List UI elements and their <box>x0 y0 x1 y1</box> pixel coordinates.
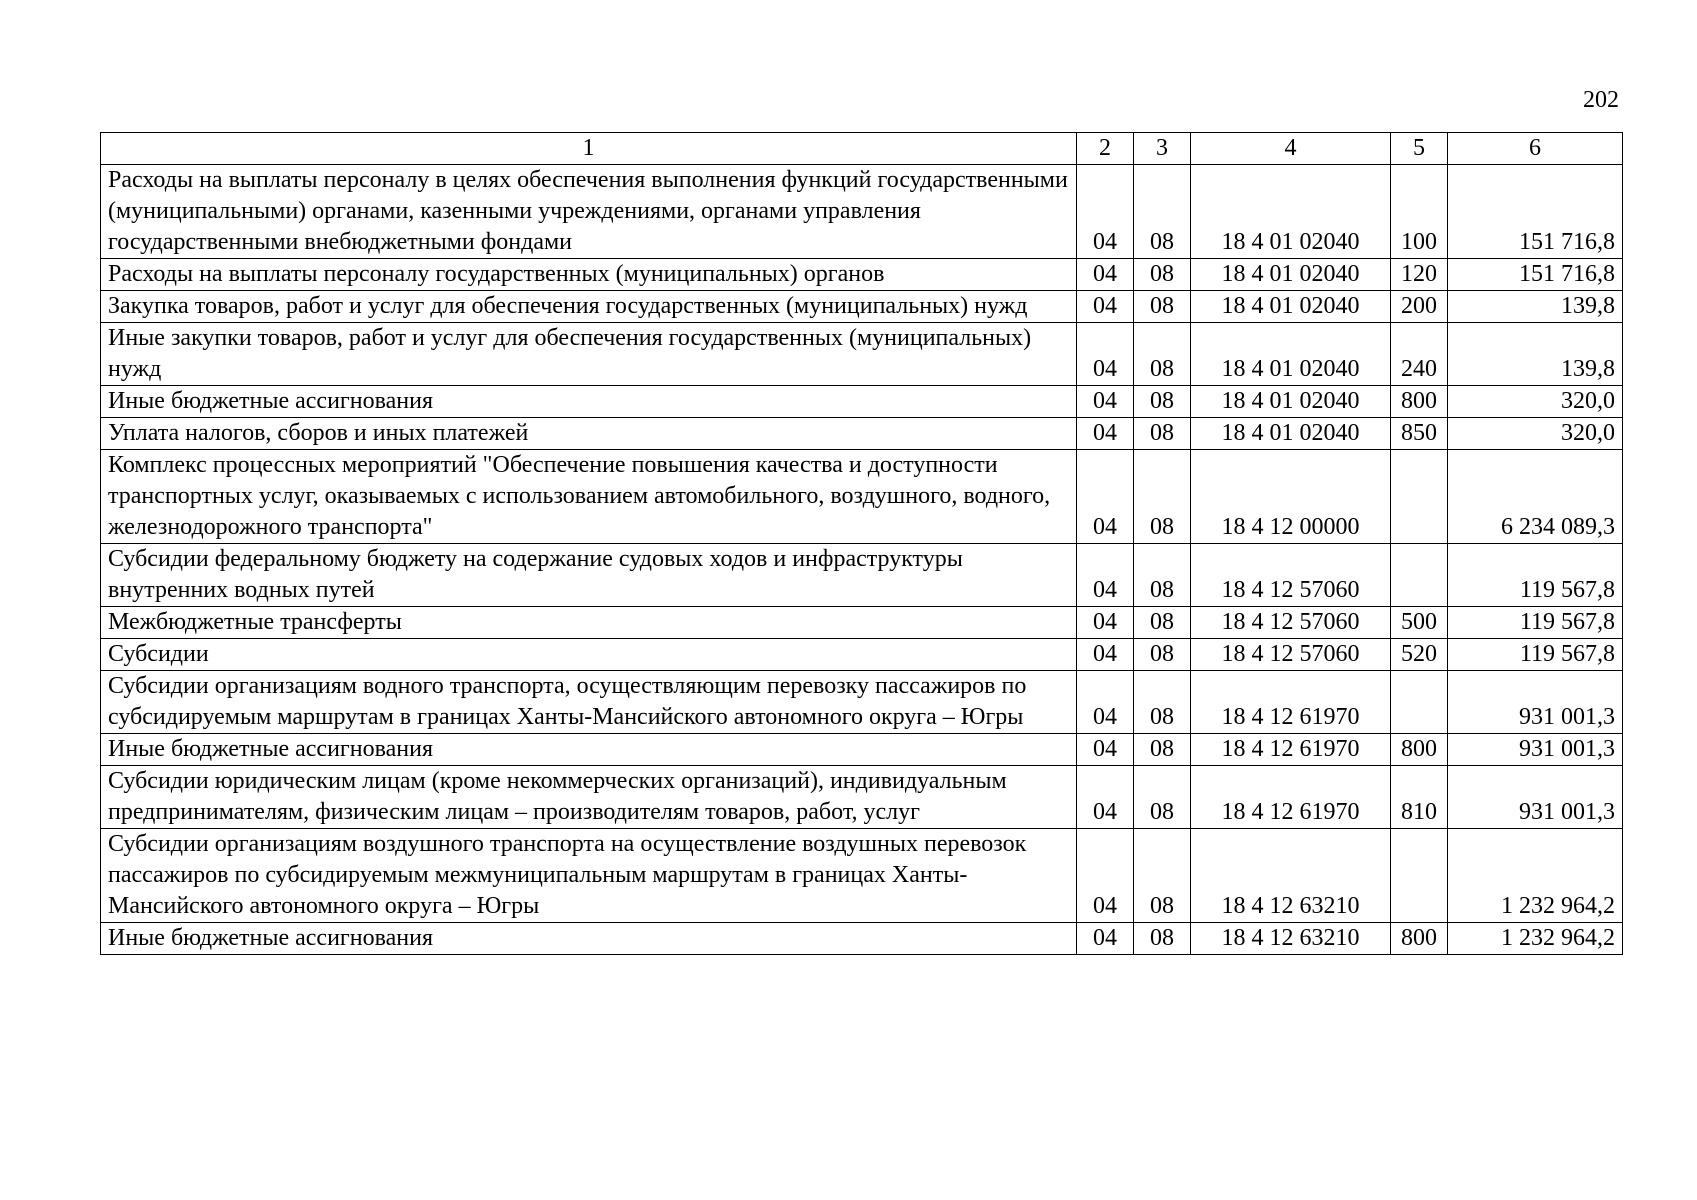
row-amount: 1 232 964,2 <box>1448 923 1623 955</box>
row-subsection-code: 08 <box>1134 418 1191 450</box>
table-row <box>101 766 1623 829</box>
row-amount: 139,8 <box>1448 291 1623 323</box>
row-section-code: 04 <box>1077 323 1134 386</box>
row-section-code: 04 <box>1077 607 1134 639</box>
header-col-3: 3 <box>1134 133 1191 165</box>
row-description: Межбюджетные трансферты <box>101 607 1077 639</box>
row-target-article: 18 4 01 02040 <box>1191 259 1391 291</box>
row-amount: 320,0 <box>1448 386 1623 418</box>
row-expense-type <box>1391 829 1448 923</box>
header-col-1: 1 <box>101 133 1077 165</box>
row-amount: 320,0 <box>1448 418 1623 450</box>
row-subsection-code: 08 <box>1134 829 1191 923</box>
row-amount: 119 567,8 <box>1448 639 1623 671</box>
table-body <box>101 165 1623 955</box>
row-subsection-code: 08 <box>1134 607 1191 639</box>
row-amount: 931 001,3 <box>1448 734 1623 766</box>
row-description: Субсидии федеральному бюджету на содержание судовых ходов и инфраструктуры внутренних водных путей <box>101 544 1077 607</box>
row-target-article: 18 4 01 02040 <box>1191 291 1391 323</box>
row-section-code: 04 <box>1077 639 1134 671</box>
row-description: Уплата налогов, сборов и иных платежей <box>101 418 1077 450</box>
header-col-4: 4 <box>1191 133 1391 165</box>
row-expense-type: 800 <box>1391 923 1448 955</box>
row-subsection-code: 08 <box>1134 766 1191 829</box>
page-number: 202 <box>1583 87 1619 113</box>
row-description: Субсидии организациям водного транспорта, осуществляющим перевозку пассажиров по субсидируемым маршрутам в границах Ханты-Мансийского автономного округа – Югры <box>101 671 1077 734</box>
table-row <box>101 544 1623 607</box>
row-section-code: 04 <box>1077 291 1134 323</box>
row-target-article: 18 4 01 02040 <box>1191 165 1391 259</box>
table-row <box>101 259 1623 291</box>
row-description: Иные закупки товаров, работ и услуг для обеспечения государственных (муниципальных) нужд <box>101 323 1077 386</box>
row-target-article: 18 4 12 61970 <box>1191 766 1391 829</box>
row-target-article: 18 4 12 63210 <box>1191 923 1391 955</box>
row-target-article: 18 4 12 61970 <box>1191 671 1391 734</box>
row-description: Комплекс процессных мероприятий "Обеспечение повышения качества и доступности транспортных услуг, оказываемых с использованием автомобильного, воздушного, водного, железнодорожного транспорта" <box>101 450 1077 544</box>
row-subsection-code: 08 <box>1134 923 1191 955</box>
row-target-article: 18 4 01 02040 <box>1191 323 1391 386</box>
row-expense-type <box>1391 450 1448 544</box>
row-expense-type <box>1391 544 1448 607</box>
row-amount: 139,8 <box>1448 323 1623 386</box>
row-expense-type: 200 <box>1391 291 1448 323</box>
row-subsection-code: 08 <box>1134 639 1191 671</box>
header-col-6: 6 <box>1448 133 1623 165</box>
row-expense-type: 100 <box>1391 165 1448 259</box>
row-description: Субсидии <box>101 639 1077 671</box>
row-amount: 931 001,3 <box>1448 766 1623 829</box>
row-target-article: 18 4 12 57060 <box>1191 639 1391 671</box>
row-description: Субсидии юридическим лицам (кроме некоммерческих организаций), индивидуальным предпринимателям, физическим лицам – производителям товаров, работ, услуг <box>101 766 1077 829</box>
row-subsection-code: 08 <box>1134 734 1191 766</box>
table-row <box>101 450 1623 544</box>
table-row <box>101 671 1623 734</box>
row-section-code: 04 <box>1077 923 1134 955</box>
row-subsection-code: 08 <box>1134 671 1191 734</box>
table-row <box>101 165 1623 259</box>
row-target-article: 18 4 01 02040 <box>1191 418 1391 450</box>
row-subsection-code: 08 <box>1134 259 1191 291</box>
row-description: Иные бюджетные ассигнования <box>101 386 1077 418</box>
table-row <box>101 386 1623 418</box>
row-section-code: 04 <box>1077 418 1134 450</box>
row-section-code: 04 <box>1077 671 1134 734</box>
row-expense-type: 520 <box>1391 639 1448 671</box>
row-expense-type: 120 <box>1391 259 1448 291</box>
row-description: Закупка товаров, работ и услуг для обеспечения государственных (муниципальных) нужд <box>101 291 1077 323</box>
row-subsection-code: 08 <box>1134 323 1191 386</box>
row-description: Расходы на выплаты персоналу в целях обеспечения выполнения функций государственными (муниципальными) органами, казенными учреждениями, органами управления государственными внебюджетными фондами <box>101 165 1077 259</box>
row-target-article: 18 4 12 61970 <box>1191 734 1391 766</box>
table-row <box>101 418 1623 450</box>
row-section-code: 04 <box>1077 829 1134 923</box>
row-amount: 119 567,8 <box>1448 607 1623 639</box>
row-subsection-code: 08 <box>1134 165 1191 259</box>
row-amount: 151 716,8 <box>1448 259 1623 291</box>
table-row <box>101 291 1623 323</box>
table-row <box>101 923 1623 955</box>
row-section-code: 04 <box>1077 165 1134 259</box>
table-row <box>101 323 1623 386</box>
table-row <box>101 734 1623 766</box>
row-description: Субсидии организациям воздушного транспорта на осуществление воздушных перевозок пассажиров по субсидируемым межмуниципальным маршрутам в границах Ханты-Мансийского автономного округа – Югры <box>101 829 1077 923</box>
row-target-article: 18 4 12 57060 <box>1191 607 1391 639</box>
row-expense-type: 500 <box>1391 607 1448 639</box>
row-section-code: 04 <box>1077 386 1134 418</box>
row-description: Расходы на выплаты персоналу государственных (муниципальных) органов <box>101 259 1077 291</box>
row-amount: 6 234 089,3 <box>1448 450 1623 544</box>
row-subsection-code: 08 <box>1134 544 1191 607</box>
row-description: Иные бюджетные ассигнования <box>101 734 1077 766</box>
row-expense-type: 850 <box>1391 418 1448 450</box>
row-section-code: 04 <box>1077 766 1134 829</box>
table-row <box>101 607 1623 639</box>
row-target-article: 18 4 12 63210 <box>1191 829 1391 923</box>
row-description: Иные бюджетные ассигнования <box>101 923 1077 955</box>
row-subsection-code: 08 <box>1134 386 1191 418</box>
row-section-code: 04 <box>1077 259 1134 291</box>
row-subsection-code: 08 <box>1134 450 1191 544</box>
row-amount: 931 001,3 <box>1448 671 1623 734</box>
row-target-article: 18 4 12 57060 <box>1191 544 1391 607</box>
table-row <box>101 829 1623 923</box>
row-expense-type: 800 <box>1391 386 1448 418</box>
row-target-article: 18 4 12 00000 <box>1191 450 1391 544</box>
header-col-5: 5 <box>1391 133 1448 165</box>
row-expense-type: 240 <box>1391 323 1448 386</box>
row-target-article: 18 4 01 02040 <box>1191 386 1391 418</box>
table-header-row <box>101 133 1623 165</box>
row-expense-type: 800 <box>1391 734 1448 766</box>
row-section-code: 04 <box>1077 544 1134 607</box>
row-amount: 119 567,8 <box>1448 544 1623 607</box>
row-expense-type: 810 <box>1391 766 1448 829</box>
row-amount: 1 232 964,2 <box>1448 829 1623 923</box>
budget-table <box>100 132 1623 955</box>
row-amount: 151 716,8 <box>1448 165 1623 259</box>
header-col-2: 2 <box>1077 133 1134 165</box>
row-expense-type <box>1391 671 1448 734</box>
row-section-code: 04 <box>1077 734 1134 766</box>
table-row <box>101 639 1623 671</box>
row-section-code: 04 <box>1077 450 1134 544</box>
row-subsection-code: 08 <box>1134 291 1191 323</box>
